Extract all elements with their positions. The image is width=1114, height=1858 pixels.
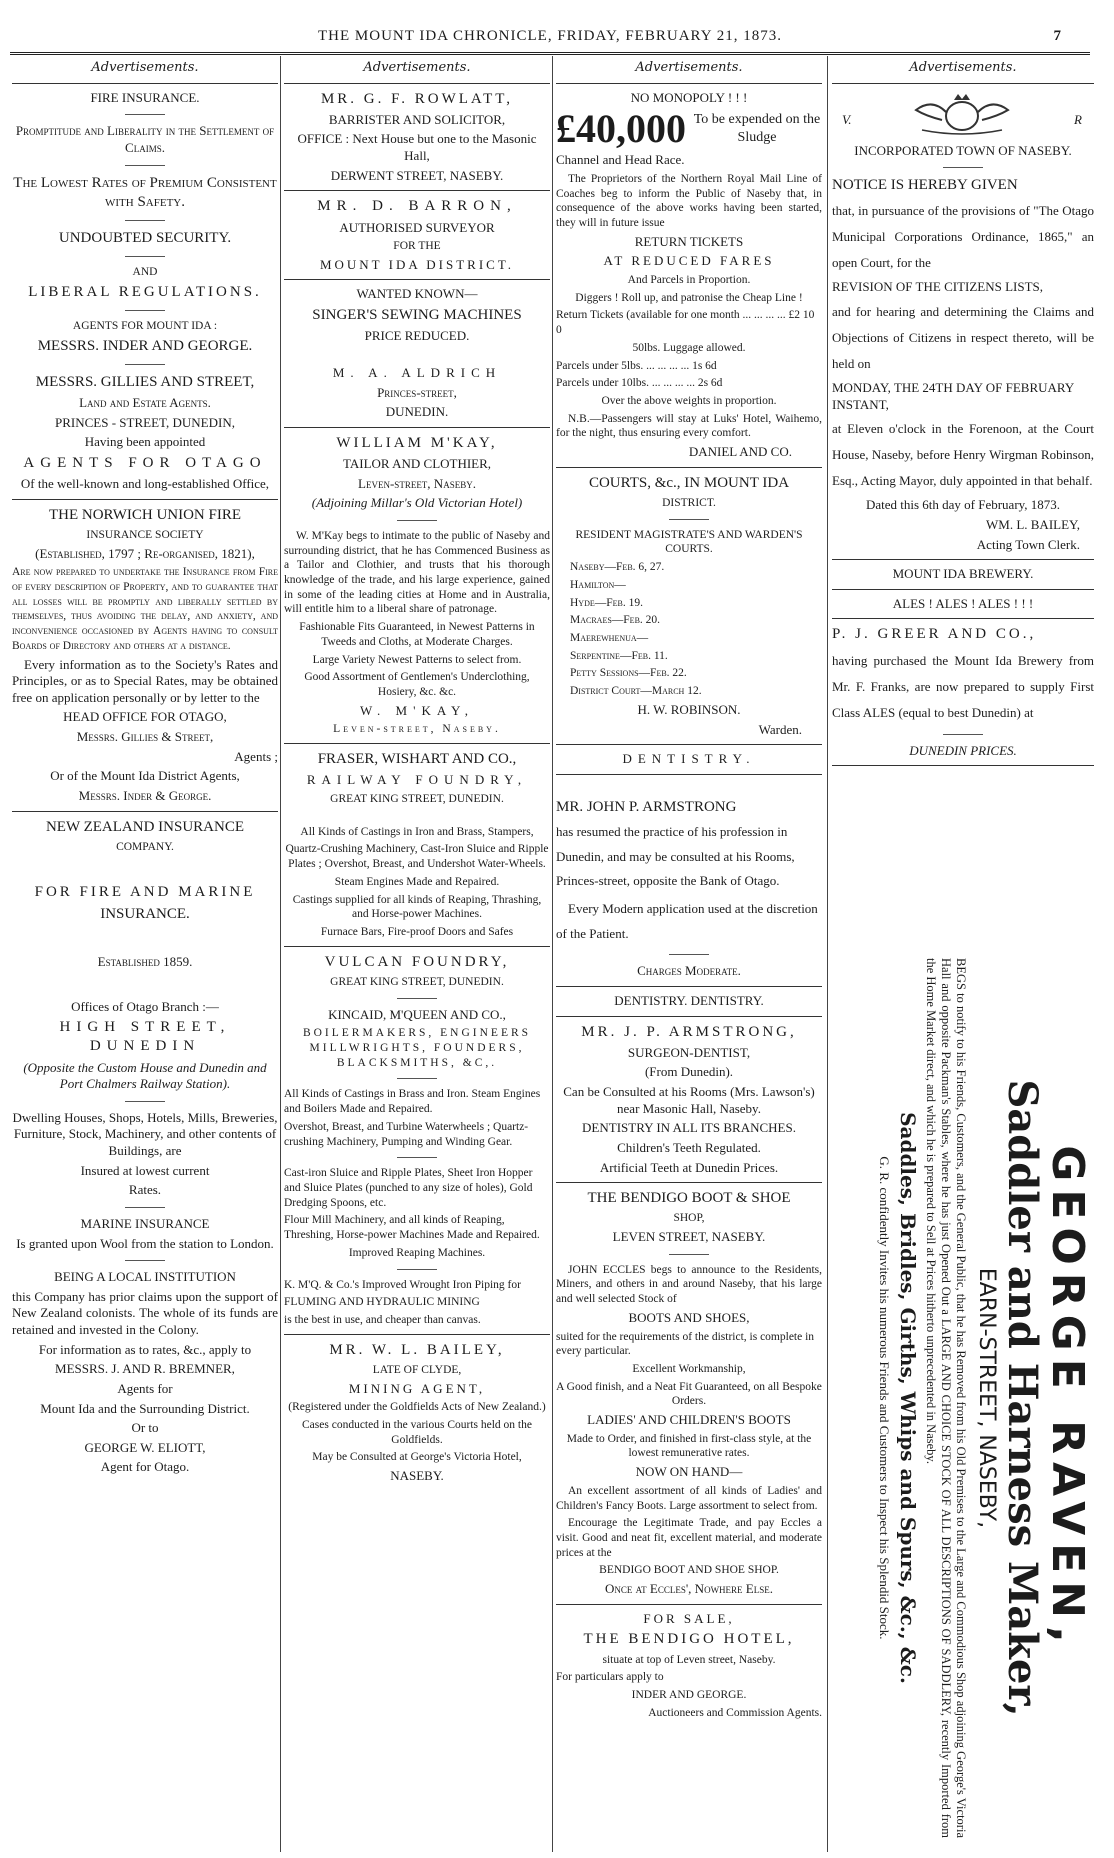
ad-line: RAILWAY FOUNDRY, [306, 772, 528, 788]
ad-line: Leven-street, Naseby. [333, 723, 501, 736]
ad-line: MOUNT IDA DISTRICT. [319, 256, 515, 272]
separator [669, 1254, 709, 1255]
ad-line: Cases conducted in the various Courts held on the Goldfields. [302, 1418, 532, 1446]
ad-line: INSURANCE SOCIETY [86, 528, 204, 541]
rule [284, 1334, 550, 1335]
ad-line: MESSRS. INDER AND GEORGE. [37, 337, 253, 354]
rule [832, 765, 1094, 766]
ad-line: M. A. ALDRICH [332, 364, 502, 380]
ad-line: MINING AGENT, [348, 1380, 486, 1396]
separator [397, 520, 437, 521]
ad-line: COMPANY. [116, 840, 174, 853]
ad-line: Agents ; [234, 748, 278, 764]
ad-line: FOR THE [393, 240, 441, 253]
masthead: THE MOUNT IDA CHRONICLE, FRIDAY, FEBRUARY 21, 1873. [318, 28, 782, 44]
ad-line: Offices of Otago Branch :— [71, 998, 219, 1014]
ad-line: For information as to rates, &c., apply to [38, 1341, 252, 1357]
ad-line: Rates. [128, 1182, 162, 1198]
ad-line: Or of the Mount Ida District Agents, [50, 768, 240, 784]
ad-line: AGENTS FOR OTAGO [23, 454, 267, 471]
ad-line: SURGEON-DENTIST, [627, 1044, 751, 1060]
ad-line: Artificial Teeth at Dunedin Prices. [599, 1159, 779, 1175]
page-number: 7 [1053, 28, 1062, 44]
ad-line: Of the well-known and long-established Office, [20, 476, 270, 492]
ad-body: Dwelling Houses, Shops, Hotels, Mills, Breweries, Furniture, Stock, Machinery, and other contents of Buildings, are [12, 1109, 278, 1158]
ad-line: PRICE REDUCED. [364, 328, 470, 344]
ad-title: GEORGE RAVEN, [1042, 1145, 1093, 1651]
ad-line: Parcels under 10lbs. ... ... ... ... 2s 6d [556, 377, 723, 390]
ad-line: BARRISTER AND SOLICITOR, [328, 111, 506, 127]
ad-line: Mount Ida and the Surrounding District. [40, 1400, 250, 1416]
ad-line: DENTISTRY. DENTISTRY. [614, 993, 764, 1009]
ad-line: AUTHORISED SURVEYOR [339, 219, 495, 235]
separator [669, 519, 709, 520]
ad-body: Are now prepared to undertake the Insurance from Fire of every description of Property, and to guarantee that all losses will be promptly and liberally settled by themselves, thus avoiding the delay, and anxiety, and inconvenience occasioned by Agents having to consult Boards of Directory and others at a distance. [12, 566, 278, 652]
ad-title: INCORPORATED TOWN OF NASEBY. [854, 142, 1072, 158]
rule [12, 499, 278, 500]
ad-line: Is granted upon Wool from the station to London. [16, 1235, 274, 1251]
separator [125, 1207, 165, 1208]
separator [125, 364, 165, 365]
rule [284, 83, 550, 84]
ad-line: Children's Teeth Regulated. [617, 1139, 761, 1155]
ad-body: The Proprietors of the Northern Royal Mail Line of Coaches beg to inform the Public of Naseby that, in consequence of the above works having been started, they will in future issue [556, 172, 822, 230]
ad-line: BOILERMAKERS, ENGINEERS MILLWRIGHTS, FOUNDERS, BLACKSMITHS, &C,. [302, 1027, 532, 1069]
rule [556, 744, 822, 745]
ad-title: Saddler and Harness Maker, [999, 1079, 1046, 1717]
ad-line: DENTISTRY IN ALL ITS BRANCHES. [582, 1120, 796, 1136]
ad-line: Over the above weights in proportion. [601, 395, 777, 408]
ad-line: DUNEDIN PRICES. [909, 742, 1017, 758]
rule [284, 743, 550, 744]
ad-line: Channel and Head Race. [556, 152, 685, 168]
ad-line: Auctioneers and Commission Agents. [648, 1706, 822, 1719]
ad-line: Dated this 6th day of February, 1873. [865, 497, 1061, 513]
separator [397, 1157, 437, 1158]
ad-title: MR. D. BARRON, [317, 198, 517, 215]
section-heading: Advertisements. [909, 60, 1017, 75]
ad-line: suited for the requirements of the district, is complete in every particular. [556, 1330, 815, 1358]
rule [832, 618, 1094, 619]
ad-line: Princes-street, [377, 384, 457, 400]
ad-line: Parcels under 5lbs. ... ... ... ... 1s 6d [556, 359, 717, 372]
saddler-advert [832, 950, 1094, 1840]
ad-line: Leven-street, Naseby. [358, 475, 476, 491]
ad-title: THE NORWICH UNION FIRE [48, 506, 242, 523]
ad-title: THE BENDIGO BOOT & SHOE [587, 1190, 791, 1207]
ad-line: SHOP, [673, 1212, 705, 1225]
rule [284, 279, 550, 280]
ad-line: OFFICE : Next House but one to the Masonic Hall, [297, 131, 537, 164]
ad-body: Every Modern application used at the discretion of the Patient. [556, 901, 818, 941]
rule [284, 427, 550, 428]
ad-line: INSURANCE. [100, 905, 190, 922]
ad-line: Overshot, Breast, and Turbine Waterwheels ; Quartz-crushing Machinery, Pumping and Winding Gear. [284, 1120, 529, 1148]
ad-line: GREAT KING STREET, DUNEDIN. [330, 975, 504, 988]
ad-title: MR. W. L. BAILEY, [329, 1341, 505, 1358]
separator [943, 167, 983, 168]
ad-line: Messrs. Gillies & Street, [76, 729, 214, 745]
separator [125, 1260, 165, 1261]
column-3 [556, 60, 822, 1850]
ad-line: Steam Engines Made and Repaired. [334, 875, 500, 888]
ad-line: (Registered under the Goldfields Acts of New Zealand.) [288, 1401, 546, 1414]
ad-line: RESIDENT MAGISTRATE'S AND WARDEN'S COURTS. [575, 528, 803, 556]
ad-body: JOHN ECCLES begs to announce to the Residents, Miners, and others in and around Naseby, that his large and well selected Stock of [556, 1263, 822, 1306]
ad-body: Encourage the Legitimate Trade, and pay Eccles a visit. Good and neat fit, excellent material, and moderate prices at the [556, 1517, 822, 1559]
ad-line: Good Assortment of Gentlemen's Underclothing, Hosiery, &c. &c. [304, 671, 530, 699]
ad-line: 50lbs. Luggage allowed. [632, 341, 746, 354]
separator [125, 310, 165, 311]
ad-body: at Eleven o'clock in the Forenoon, at the Court House, Naseby, before Henry Wirgman Robinson, Esq., Acting Mayor, duly appointed in that behalf. [832, 421, 1094, 489]
ad-line: MONDAY, THE 24TH DAY OF FEBRUARY INSTANT, [832, 380, 1074, 412]
column-1 [12, 60, 278, 1850]
ad-line: Charges Moderate. [637, 963, 741, 979]
ad-title: DENTISTRY. [622, 751, 756, 767]
ad-line: is the best in use, and cheaper than canvas. [284, 1313, 481, 1326]
ad-line: N.B.—Passengers will stay at Luks' Hotel, Waihemo, for the night, thus ensuring every comfort. [556, 412, 822, 440]
ad-line: REVISION OF THE CITIZENS LISTS, [832, 279, 1044, 295]
ad-line: HEAD OFFICE FOR OTAGO, [63, 709, 227, 725]
ad-title: WILLIAM M'KAY, [336, 434, 498, 451]
ad-line: District Court—March 12. [570, 685, 702, 698]
ad-line: AGENTS FOR MOUNT IDA : [72, 319, 218, 332]
ad-title: NOTICE IS HEREBY GIVEN [832, 177, 1018, 194]
ad-line: Improved Reaping Machines. [348, 1246, 486, 1259]
ad-line: Excellent Workmanship, [632, 1362, 746, 1375]
ad-line: (From Dunedin). [644, 1064, 734, 1080]
ad-title: NEW ZEALAND INSURANCE [45, 818, 245, 835]
amount: £40,000 [556, 106, 686, 152]
ad-line: And Parcels in Proportion. [627, 274, 751, 286]
crest-letter: V. [842, 111, 852, 127]
ad-line: Agents for [117, 1380, 173, 1396]
ad-line: To be expended on the Sludge [693, 112, 821, 146]
ad-line: Petty Sessions—Feb. 22. [570, 667, 687, 680]
ad-line: Castings supplied for all kinds of Reaping, Thrashing, and Horse-power Machines. [292, 893, 542, 921]
ad-line: UNDOUBTED SECURITY. [58, 229, 232, 246]
section-heading: Advertisements. [363, 60, 471, 75]
separator [397, 1078, 437, 1079]
ad-line: NASEBY. [390, 1468, 444, 1484]
ad-line: May be Consulted at George's Victoria Hotel, [312, 1451, 522, 1464]
ad-line: Diggers ! Roll up, and patronise the Cheap Line ! [575, 291, 803, 304]
ad-line: Saddles, Bridles, Girths, Whips and Spurs, &c., &c. [896, 1112, 920, 1684]
rule [556, 1604, 822, 1605]
rule [556, 1182, 822, 1183]
ad-title: COURTS, &c., IN MOUNT IDA [588, 474, 790, 491]
rule [832, 83, 1094, 84]
rule [556, 774, 822, 775]
ad-title: SINGER'S SEWING MACHINES [312, 307, 522, 324]
ad-title: MR. G. F. ROWLATT, [320, 90, 514, 107]
ad-line: All Kinds of Castings in Iron and Brass, Stampers, [300, 825, 534, 838]
ad-title: NO MONOPOLY ! ! ! [630, 89, 748, 105]
ad-line: EARN-STREET, NASEBY, [974, 1267, 999, 1529]
ad-line: Made to Order, and finished in first-class style, at the lowest remunerative rates. [566, 1432, 812, 1460]
ad-line: HIGH STREET, DUNEDIN [59, 1019, 231, 1055]
ad-line: WM. L. BAILEY, [985, 516, 1080, 532]
ad-line: (Established, 1797 ; Re-organised, 1821), [35, 545, 255, 561]
ad-line: LADIES' AND CHILDREN'S BOOTS [587, 1412, 791, 1428]
ad-body: having purchased the Mount Ida Brewery from Mr. F. Franks, are now prepared to supply First Class ALES (equal to best Dunedin) at [832, 652, 1094, 720]
ad-line: WANTED KNOWN— [356, 286, 478, 302]
rule [556, 83, 822, 84]
ad-line: Acting Town Clerk. [976, 536, 1080, 552]
rule [284, 946, 550, 947]
ad-line: Can be Consulted at his Rooms (Mrs. Lawson's) near Masonic Hall, Naseby. [563, 1084, 815, 1116]
ad-title: MR. J. P. ARMSTRONG, [581, 1023, 797, 1040]
rule [556, 986, 822, 987]
ad-line: Naseby—Feb. 6, 27. [570, 561, 665, 574]
ad-line: Hamilton— [570, 578, 626, 591]
separator [125, 114, 165, 115]
ad-line: situate at top of Leven street, Naseby. [602, 1653, 776, 1666]
ad-line: Fashionable Fits Guaranteed, in Newest Patterns in Tweeds and Cloths, at Moderate Charges. [299, 621, 535, 648]
ad-body: W. M'Kay begs to intimate to the public of Naseby and surrounding district, that he has Commenced Business as a Tailor and Clothier, and trusts that his thorough knowledge of the trade, and his large experience, gained in some of the leading cities at Home and in Australia, will entitle him to a liberal share of patronage. [284, 529, 550, 616]
rule [12, 83, 278, 84]
ad-line: GEORGE W. ELIOTT, [84, 1439, 206, 1455]
ad-line: DISTRICT. [662, 497, 716, 509]
column-4 [832, 60, 1094, 1850]
ad-line: MESSRS. J. AND R. BREMNER, [55, 1361, 235, 1377]
ad-line: Land and Estate Agents. [79, 395, 211, 411]
ad-line: NOW ON HAND— [635, 1464, 743, 1480]
separator [125, 256, 165, 257]
ad-line: AT REDUCED FARES [603, 253, 775, 269]
ad-body: has resumed the practice of his profession in Dunedin, and may be consulted at his Rooms, Princes-street, opposite the Bank of Otago. [556, 823, 795, 889]
ad-line: Established 1859. [97, 953, 193, 969]
rule [832, 559, 1094, 560]
separator [125, 220, 165, 221]
ad-line: W. M'KAY, [359, 702, 475, 718]
ad-line: LIBERAL REGULATIONS. [28, 283, 262, 300]
royal-crest-icon [902, 90, 1022, 136]
ad-line: Having been appointed [84, 434, 206, 450]
ad-line: Flour Mill Machinery, and all kinds of Reaping, Threshing, Horse-power Machines Made and Repaired. [284, 1214, 540, 1242]
ad-title: VULCAN FOUNDRY, [324, 953, 510, 970]
ad-line: DANIEL AND CO. [688, 444, 792, 460]
separator [943, 734, 983, 735]
crest-letter: R [1074, 111, 1082, 127]
ad-line: FLUMING AND HYDRAULIC MINING [284, 1296, 480, 1309]
ad-line: AND [132, 266, 158, 279]
ad-line: Large Variety Newest Patterns to select from. [312, 653, 522, 666]
ad-title: FIRE INSURANCE. [90, 89, 200, 105]
rotated-advert [840, 958, 1093, 1838]
column-divider [552, 56, 553, 1852]
ad-line: Macraes—Feb. 20. [570, 614, 661, 627]
rule [556, 467, 822, 468]
ad-body: BEGS to notify to his Friends, Customers, and the General Public, that he has Removed from his Old Premises to the Large and Commodious Shop adjoining George's Victoria Hall and opposite Packman's Stables, where he has just Opened Out a LARGE AND CHOICE STOCK OF ALL DESCRIPTIONS OF SADDLERY, recently Imported from the Home Market direct, and which he is prepared to Sell at Prices hitherto unprecedented in Naseby. [924, 958, 968, 1838]
column-2 [284, 60, 550, 1850]
ad-line: Return Tickets (available for one month ... ... ... ... £2 10 0 [556, 309, 815, 337]
ad-line: G. R. confidently Invites his numerous Friends and Customers to Inspect his Splendid Stock. [877, 1156, 892, 1640]
ad-line: Insured at lowest current [80, 1162, 210, 1178]
ad-line: Agent for Otago. [100, 1459, 190, 1475]
ad-line: (Adjoining Millar's Old Victorian Hotel) [311, 495, 523, 511]
ad-body: Every information as to the Society's Rates and Principles, or as to Special Rates, may be obtained free on application personally or by letter to the [12, 656, 278, 705]
ad-line: BOOTS AND SHOES, [628, 1309, 750, 1325]
section-heading: Advertisements. [635, 60, 743, 75]
column-divider [280, 56, 281, 1852]
ad-line: Promptitude and Liberality in the Settlement of Claims. [15, 123, 275, 155]
column-divider [827, 56, 828, 1852]
rule [284, 190, 550, 191]
header-rule [10, 52, 1090, 55]
ad-line: LATE OF CLYDE, [372, 1363, 462, 1376]
rule [12, 811, 278, 812]
ad-line: LEVEN STREET, NASEBY. [612, 1229, 766, 1245]
ad-line: PRINCES - STREET, DUNEDIN, [55, 414, 235, 430]
ad-line: TAILOR AND CLOTHIER, [342, 455, 492, 471]
ad-body: and for hearing and determining the Claims and Objections of Citizens in respect thereto, will be held on [832, 304, 1094, 372]
ad-line: DERWENT STREET, NASEBY. [330, 167, 504, 183]
ad-title: MOUNT IDA BREWERY. [892, 566, 1034, 582]
ad-line: BEING A LOCAL INSTITUTION [54, 1269, 236, 1285]
ad-line: Hyde—Feb. 19. [570, 596, 643, 609]
ad-line: Cast-iron Sluice and Ripple Plates, Sheet Iron Hopper and Sluice Plates (punched to any size of holes), Gold Dredging Spoons, etc. [284, 1167, 533, 1209]
ad-line: Serpentine—Feb. 11. [570, 649, 668, 662]
ad-line: Messrs. Inder & George. [78, 787, 212, 803]
ad-body: An excellent assortment of all kinds of Ladies' and Children's Fancy Boots. Large assortment to select from. [556, 1484, 822, 1512]
ad-title: MESSRS. GILLIES AND STREET, [35, 373, 255, 390]
ad-line: Or to [131, 1420, 159, 1436]
ad-line: All Kinds of Castings in Brass and Iron. Steam Engines and Boilers Made and Repaired. [284, 1088, 541, 1116]
separator [125, 1101, 165, 1102]
separator [125, 165, 165, 166]
ad-line: FOR FIRE AND MARINE [34, 883, 256, 900]
ad-line: (Opposite the Custom House and Dunedin and Port Chalmers Railway Station). [23, 1059, 267, 1092]
ad-line: DUNEDIN. [385, 404, 449, 420]
ad-line: ALES ! ALES ! ALES ! ! ! [892, 595, 1034, 611]
ad-line: Once at Eccles', Nowhere Else. [605, 1581, 773, 1597]
ad-line: Furnace Bars, Fire-proof Doors and Safes [320, 925, 514, 938]
section-heading: Advertisements. [91, 60, 199, 75]
ad-line: KINCAID, M'QUEEN AND CO., [328, 1006, 506, 1022]
rule [556, 1016, 822, 1017]
ad-line: Warden. [758, 721, 802, 737]
ad-title: P. J. GREER AND CO., [832, 626, 1037, 643]
ad-line: GREAT KING STREET, DUNEDIN. [330, 792, 504, 805]
ad-line: A Good finish, and a Neat Fit Guaranteed, on all Bespoke Orders. [556, 1380, 822, 1408]
separator [397, 1269, 437, 1270]
ad-line: RETURN TICKETS [634, 233, 744, 249]
ad-line: For particulars apply to [556, 1671, 664, 1684]
page-header [10, 28, 1090, 50]
separator [669, 954, 709, 955]
ad-body: that, in pursuance of the provisions of "The Otago Municipal Corporations Ordinance, 1865," an open Court, for the [832, 203, 1094, 271]
ad-title: MR. JOHN P. ARMSTRONG [556, 798, 737, 815]
ad-line: MARINE INSURANCE [80, 1215, 210, 1231]
ad-line: INDER AND GEORGE. [631, 1689, 747, 1701]
ad-line: H. W. ROBINSON. [637, 701, 741, 717]
ad-title: FOR SALE, [643, 1610, 735, 1626]
ad-title: THE BENDIGO HOTEL, [583, 1631, 795, 1648]
ad-title: FRASER, WISHART AND CO., [317, 751, 517, 768]
rule [832, 589, 1094, 590]
ad-line: Quartz-Crushing Machinery, Cast-Iron Sluice and Ripple Plates ; Overshot, Breast, and Undershot Water-Wheels. [285, 843, 549, 871]
ad-line: Maerewhenua— [570, 632, 649, 645]
ad-body: this Company has prior claims upon the support of New Zealand colonists. The whole of its funds are retained and invested in the Colony. [12, 1288, 278, 1337]
ad-line: The Lowest Rates of Premium Consistent with Safety. [13, 174, 277, 210]
ad-line: BENDIGO BOOT AND SHOE SHOP. [599, 1564, 779, 1577]
ad-line: K. M'Q. & Co.'s Improved Wrought Iron Piping for [284, 1278, 521, 1291]
separator [397, 998, 437, 999]
